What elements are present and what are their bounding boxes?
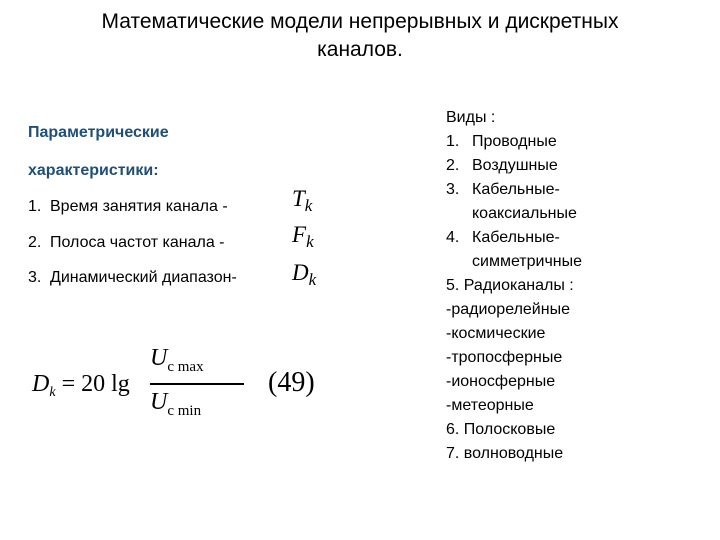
param-item-bandwidth bbox=[28, 234, 225, 252]
list-item: симметричные bbox=[472, 253, 583, 270]
param-item-dynamic-range bbox=[28, 269, 237, 287]
fraction-bar bbox=[150, 383, 244, 385]
param-item-text: Время занятия канала - bbox=[50, 198, 228, 215]
list-item: -метеорные bbox=[446, 397, 534, 414]
list-item: коаксиальные bbox=[472, 205, 577, 222]
param-item-text: Динамический диапазон- bbox=[50, 269, 237, 286]
symbol-tk: $T_k$ bbox=[292, 186, 313, 215]
list-item: 5. Радиоканалы : bbox=[446, 277, 574, 294]
formula-lhs: $D_k = 20$ lg bbox=[32, 371, 130, 400]
list-item: -ионосферные bbox=[446, 373, 556, 390]
formula-denominator: $U_{c min}$ bbox=[150, 389, 202, 419]
symbol-fk: $F_k$ bbox=[292, 222, 314, 251]
slide-title bbox=[40, 8, 680, 64]
param-item-number: 3. bbox=[28, 269, 42, 286]
list-item: 2. Воздушные bbox=[446, 157, 558, 174]
slide-title-line-1: Математические модели непрерывных и дискретных bbox=[101, 10, 619, 33]
channel-types-list bbox=[446, 106, 716, 466]
symbol-dk: $D_k$ bbox=[292, 260, 317, 289]
list-item: Виды : bbox=[446, 109, 496, 126]
equation-number: (49) bbox=[268, 367, 315, 398]
param-item-text: Полоса частот канала - bbox=[50, 234, 225, 251]
parameters-heading-line-1: Параметрические bbox=[28, 124, 169, 141]
slide-title-line-2: каналов. bbox=[317, 38, 403, 61]
dynamic-range-formula bbox=[32, 345, 332, 425]
list-item: 3. Кабельные- bbox=[446, 181, 560, 198]
param-item-number: 1. bbox=[28, 198, 42, 215]
list-item: -космические bbox=[446, 325, 546, 342]
param-item-number: 2. bbox=[28, 234, 42, 251]
formula-numerator: $U_{c max}$ bbox=[150, 345, 204, 375]
list-item: 1. Проводные bbox=[446, 133, 557, 150]
list-item: -радиорелейные bbox=[446, 301, 570, 318]
list-item: 6. Полосковые bbox=[446, 421, 556, 438]
param-item-occupancy-time bbox=[28, 198, 228, 216]
list-item: 4. Кабельные- bbox=[446, 229, 560, 246]
list-item: 7. волноводные bbox=[446, 445, 564, 462]
list-item: -тропосферные bbox=[446, 349, 563, 366]
formula-fraction bbox=[150, 345, 246, 425]
parameters-heading-line-2: характеристики: bbox=[28, 162, 159, 179]
